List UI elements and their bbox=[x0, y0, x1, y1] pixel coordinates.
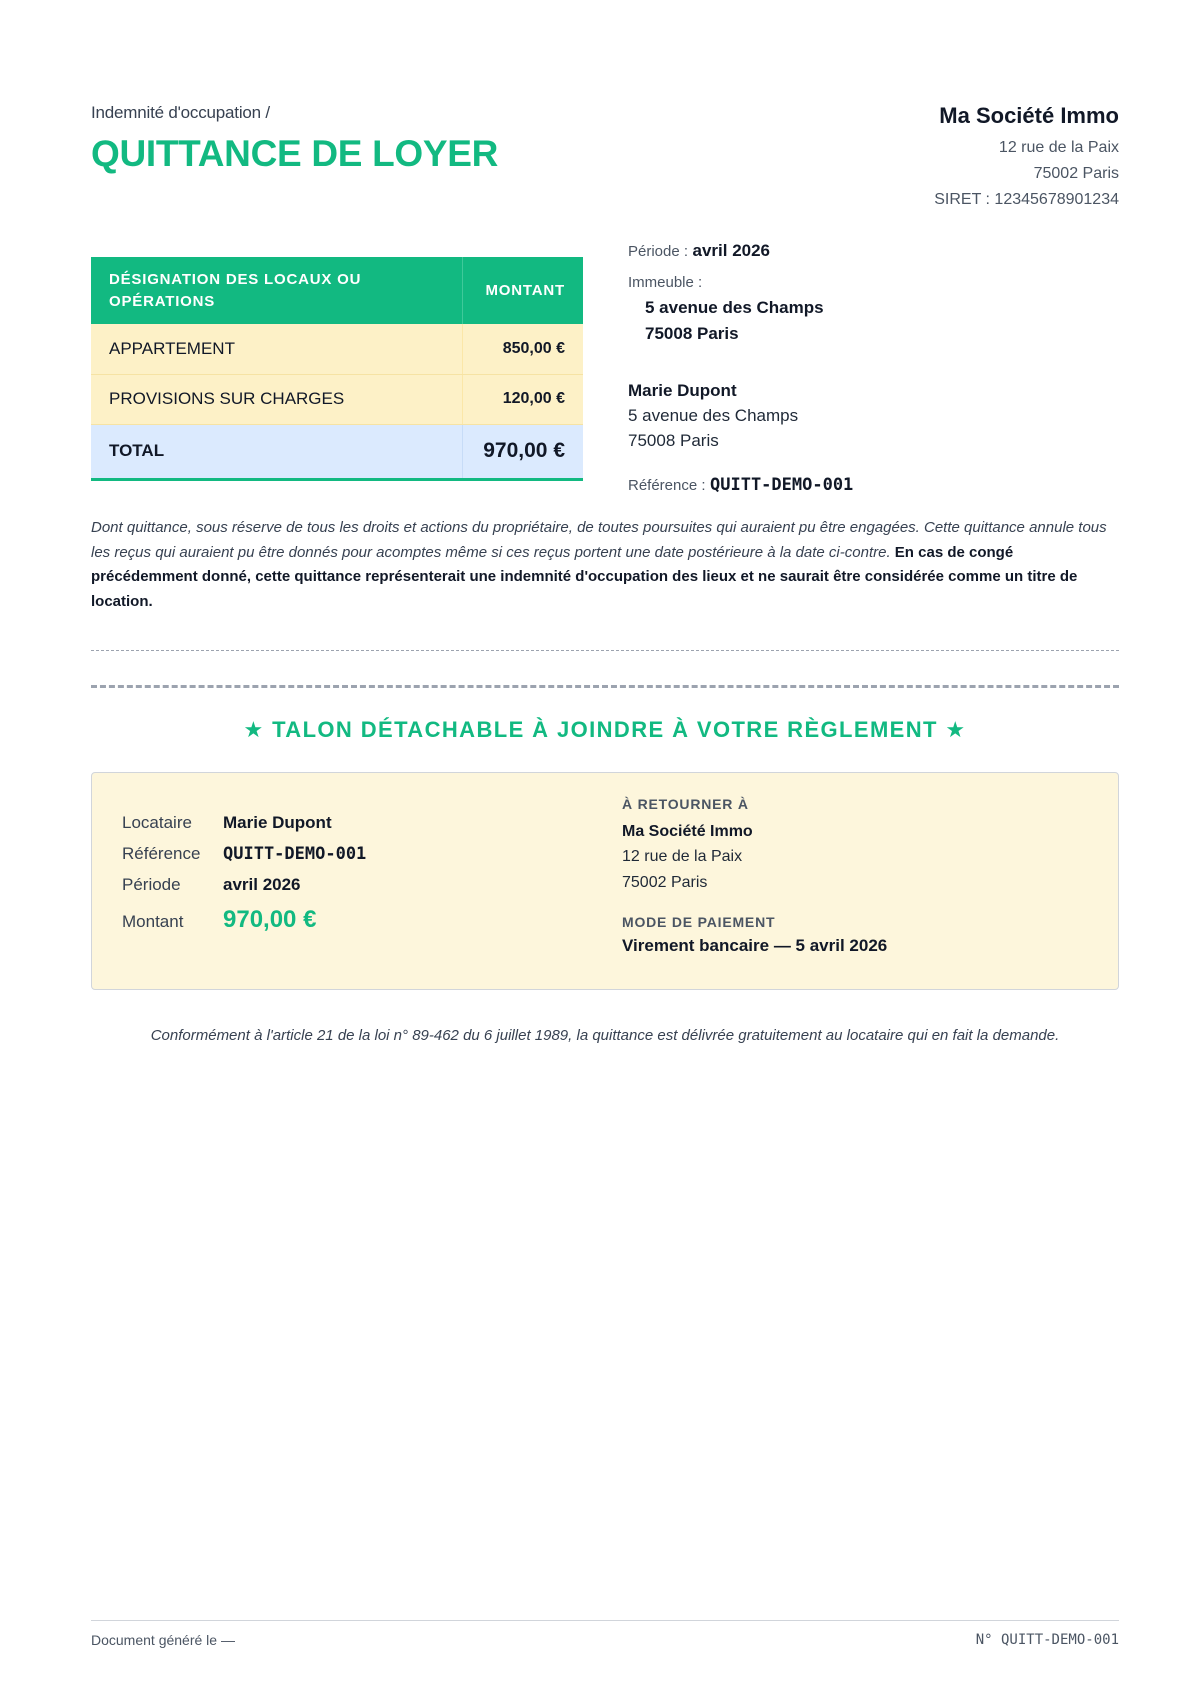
company-block bbox=[934, 103, 1119, 213]
table-total-row bbox=[91, 424, 583, 479]
row-label: APPARTEMENT bbox=[91, 324, 462, 374]
notice-bold-text: En cas de congé précédemment donné, cette quittance représenterait une indemnité d'occupation des lieux et ne saurait être considérée comme un titre de location. bbox=[91, 543, 1078, 610]
slip-summary bbox=[122, 813, 366, 937]
row-amount: 120,00 € bbox=[462, 374, 583, 424]
talon-title: ★ TALON DÉTACHABLE À JOINDRE À VOTRE RÈGLEMENT ★ bbox=[243, 717, 967, 742]
company-siret bbox=[934, 187, 1119, 213]
return-to-label: À RETOURNER À bbox=[622, 796, 749, 812]
company-name: Ma Société Immo bbox=[939, 103, 1119, 128]
footer-generated: Document généré le — bbox=[91, 1632, 235, 1648]
legal-notice bbox=[91, 516, 1119, 614]
slip-row-period bbox=[122, 875, 366, 906]
building-address-line2: 75008 Paris bbox=[645, 324, 739, 343]
tenant-address-line2: 75008 Paris bbox=[628, 431, 719, 450]
company-address-line1: 12 rue de la Paix bbox=[998, 139, 1119, 156]
document-heading bbox=[91, 103, 498, 175]
building-address-line1: 5 avenue des Champs bbox=[645, 298, 824, 317]
reference-label: Référence : bbox=[628, 477, 706, 494]
period-row bbox=[628, 240, 1119, 263]
siret-value: 12345678901234 bbox=[994, 191, 1119, 208]
column-header-amount: MONTANT bbox=[462, 257, 583, 324]
payment-mode-label: MODE DE PAIEMENT bbox=[622, 914, 776, 930]
table-row bbox=[91, 374, 583, 424]
slip-row-amount bbox=[122, 906, 366, 937]
return-address-line1: 12 rue de la Paix bbox=[622, 848, 743, 865]
slip-amount-value: 970,00 € bbox=[223, 906, 317, 933]
payment-slip bbox=[91, 772, 1119, 990]
company-address-line2: 75002 Paris bbox=[1033, 165, 1119, 182]
period-label: Période : bbox=[628, 243, 689, 260]
slip-row-reference bbox=[122, 844, 366, 875]
table-header-row bbox=[91, 257, 583, 324]
building-address bbox=[628, 295, 1119, 347]
cut-line-thick bbox=[91, 685, 1119, 688]
total-label: TOTAL bbox=[91, 424, 462, 479]
notice-italic-text: Dont quittance, sous réserve de tous les droits et actions du propriétaire, de toutes poursuites qui auraient pu être engagées. Cette quittance annule tous les reçus qui auraient pu être donnés pour acomptes même si ces reçus portent une date postérieure à la date ci-contre. bbox=[91, 519, 1107, 561]
return-address-line2: 75002 Paris bbox=[622, 874, 708, 891]
reference-row bbox=[628, 475, 1119, 495]
receipt-page bbox=[91, 0, 1119, 1685]
payment-mode-value: Virement bancaire — 5 avril 2026 bbox=[622, 936, 888, 955]
document-subtitle: Indemnité d'occupation / bbox=[91, 103, 270, 122]
amount-table bbox=[91, 257, 583, 481]
slip-reference-value: QUITT-DEMO-001 bbox=[223, 844, 367, 864]
slip-return-info bbox=[622, 796, 887, 956]
table-row bbox=[91, 324, 583, 374]
slip-period-label: Période bbox=[122, 875, 181, 894]
footer-divider bbox=[91, 1620, 1119, 1621]
slip-amount-label: Montant bbox=[122, 912, 184, 931]
tenant-block bbox=[628, 379, 1119, 453]
total-amount: 970,00 € bbox=[462, 424, 583, 479]
slip-tenant-label: Locataire bbox=[122, 813, 192, 832]
building-label: Immeuble : bbox=[628, 274, 703, 291]
period-value: avril 2026 bbox=[692, 241, 771, 260]
row-label: PROVISIONS SUR CHARGES bbox=[91, 374, 462, 424]
siret-label: SIRET : bbox=[934, 191, 990, 208]
slip-reference-label: Référence bbox=[122, 844, 201, 863]
document-title: QUITTANCE DE LOYER bbox=[91, 133, 499, 174]
row-amount: 850,00 € bbox=[462, 324, 583, 374]
tenant-name: Marie Dupont bbox=[628, 381, 737, 400]
cut-line-thin bbox=[91, 650, 1119, 651]
return-company-name: Ma Société Immo bbox=[622, 823, 753, 840]
slip-row-tenant bbox=[122, 813, 366, 844]
reference-value: QUITT-DEMO-001 bbox=[710, 475, 854, 495]
slip-tenant-value: Marie Dupont bbox=[223, 813, 332, 832]
tenant-address-line1: 5 avenue des Champs bbox=[628, 406, 799, 425]
slip-period-value: avril 2026 bbox=[223, 875, 301, 894]
column-header-designation: DÉSIGNATION DES LOCAUX OU OPÉRATIONS bbox=[91, 257, 462, 324]
footer-document-number: N° QUITT-DEMO-001 bbox=[975, 1632, 1119, 1648]
receipt-details bbox=[628, 240, 1119, 495]
legal-footnote: Conformément à l'article 21 de la loi n° 89-462 du 6 juillet 1989, la quittance est délivrée gratuitement au locataire qui en fait la demande. bbox=[150, 1027, 1060, 1044]
